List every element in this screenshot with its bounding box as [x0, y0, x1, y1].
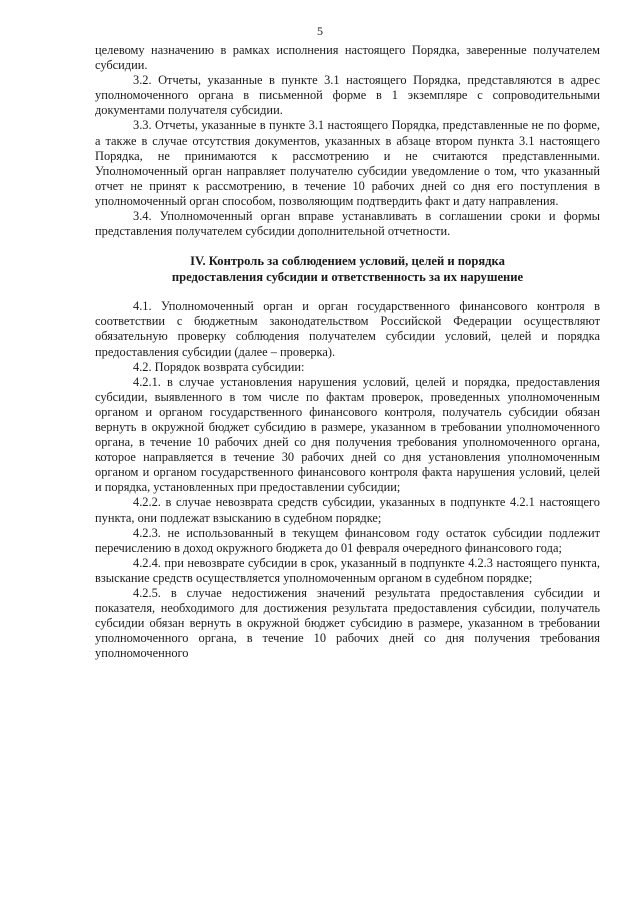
paragraph-4-2-2: 4.2.2. в случае невозврата средств субсидии, указанных в подпункте 4.2.1 настоящего пункта, они подлежат взысканию в судебном порядке;	[95, 495, 600, 525]
paragraph-4-2-5: 4.2.5. в случае недостижения значений результата предоставления субсидии и показателя, необходимого для достижения результата предоставления субсидии, получатель субсидии обязан вернуть в окружной бюджет субсидию в размере, указанном в требовании уполномоченного органа, в течение 10 рабочих дней со дня получения требования уполномоченного	[95, 586, 600, 661]
page-number: 5	[317, 24, 323, 38]
paragraph-3-2: 3.2. Отчеты, указанные в пункте 3.1 настоящего Порядка, представляются в адрес уполномоченного органа в письменной форме в 1 экземпляре с сопроводительными документами получателя субсидии.	[95, 73, 600, 118]
section-heading-line-1: IV. Контроль за соблюдением условий, целей и порядка	[190, 254, 505, 269]
section-heading-line-2: предоставления субсидии и ответственность за их нарушение	[171, 270, 524, 285]
paragraph-4-2-4: 4.2.4. при невозврате субсидии в срок, указанный в подпункте 4.2.3 настоящего пункта, взыскание средств осуществляется уполномоченным органом в судебном порядке;	[95, 555, 600, 585]
paragraph-4-1: 4.1. Уполномоченный орган и орган государственного финансового контроля в соответствии с бюджетным законодательством Российской Федерации осуществляют обязательную проверку соблюдения получателем субсидии условий, целей и порядка предоставления субсидии (далее – проверка).	[95, 299, 600, 359]
page-body	[95, 43, 600, 661]
paragraph-3-4: 3.4. Уполномоченный орган вправе устанавливать в соглашении сроки и формы представления получателем субсидии дополнительной отчетности.	[95, 209, 600, 239]
paragraph-4-2-1: 4.2.1. в случае установления нарушения условий, целей и порядка, предоставления субсидии, выявленного в том числе по фактам проверок, проведенных уполномоченным органом и органом государственного финансового контроля, получатель субсидии обязан вернуть в окружной бюджет субсидию в размере, указанном в требовании уполномоченного органа, в течение 10 рабочих дней со дня получения требования уполномоченного органа, которое направляется в течение 30 рабочих дней со дня установления уполномоченным органом и органом государственного финансового контроля факта нарушения условий, целей и порядка, установленных при предоставлении субсидии;	[95, 374, 600, 495]
paragraph-4-2: 4.2. Порядок возврата субсидии:	[133, 359, 305, 374]
paragraph-3-3: 3.3. Отчеты, указанные в пункте 3.1 настоящего Порядка, представленные не по форме, а также в случае отсутствия документов, указанных в абзаце втором пункта 3.1 настоящего Порядка, не принимаются к рассмотрению и не считаются представленными. Уполномоченный орган направляет получателю субсидии уведомление о том, что указанный отчет не принят к рассмотрению, в течение 10 рабочих дней со дня его поступления в уполномоченный орган способом, позволяющим подтвердить факт и дату направления.	[95, 118, 600, 208]
paragraph-4-2-3: 4.2.3. не использованный в текущем финансовом году остаток субсидии подлежит перечислению в доход окружного бюджета до 01 февраля очередного финансового года;	[95, 525, 600, 555]
section-heading	[95, 253, 600, 285]
paragraph-continuation: целевому назначению в рамках исполнения настоящего Порядка, заверенные получателем субсидии.	[95, 43, 600, 73]
